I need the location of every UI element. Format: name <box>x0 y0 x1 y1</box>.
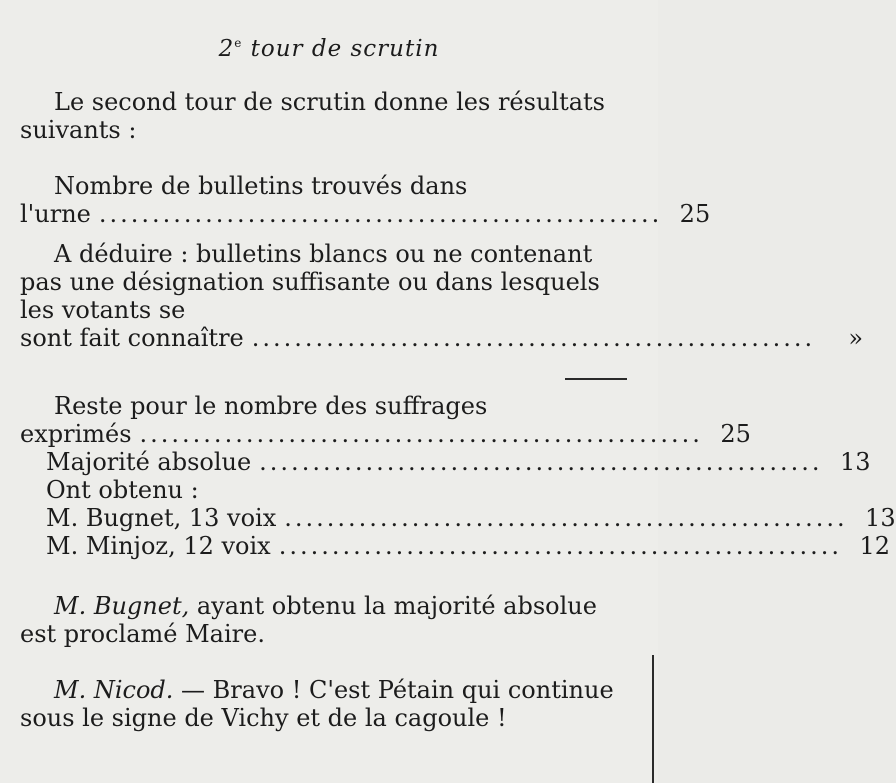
intro-paragraph: Le second tour de scrutin donne les résultats suivants : <box>20 88 605 144</box>
result-name: M. Bugnet, <box>54 592 190 620</box>
candidate-row <box>20 504 896 532</box>
ballots-value: 25 <box>679 200 711 228</box>
dot-leader: ..................................................... <box>278 532 843 560</box>
dot-leader: ..................................................... <box>139 420 703 448</box>
ballots-row <box>20 200 711 228</box>
column-divider <box>652 655 654 783</box>
heading-number: 2 <box>218 36 235 62</box>
ballots-line: Nombre de bulletins trouvés dans <box>54 172 468 200</box>
sum-rule <box>565 378 627 380</box>
remaining-row <box>20 420 751 448</box>
result-text: ayant obtenu la majorité absolue est proclamé Maire. <box>20 592 597 648</box>
result-paragraph <box>20 592 632 648</box>
candidate-votes: 13 <box>865 504 896 532</box>
obtained-label: Ont obtenu : <box>46 476 199 504</box>
deduct-text: A déduire : bulletins blancs ou ne contenant pas une désignation suffisante ou dans lesquels les votants se <box>20 240 600 324</box>
remark-text: — Bravo ! C'est Pétain qui continue sous le signe de Vichy et de la cagoule ! <box>20 676 614 732</box>
dot-leader: ..................................................... <box>251 324 816 352</box>
candidate-row <box>20 532 891 560</box>
remaining-label: exprimés <box>20 420 132 448</box>
candidate-label: M. Bugnet, 13 voix <box>46 504 277 532</box>
deduct-value: » <box>848 324 864 352</box>
deduct-row <box>20 324 864 352</box>
ballots-label: l'urne <box>20 200 91 228</box>
remaining-entry <box>20 392 896 560</box>
remark-speaker: M. Nicod. <box>54 676 174 704</box>
remark-paragraph <box>20 676 632 732</box>
section-heading <box>0 36 658 62</box>
dot-leader: ..................................................... <box>284 504 848 532</box>
majority-label: Majorité absolue <box>46 448 252 476</box>
majority-row <box>20 448 871 476</box>
heading-text: tour de scrutin <box>250 36 440 62</box>
candidate-label: M. Minjoz, 12 voix <box>46 532 271 560</box>
candidate-votes: 12 <box>859 532 891 560</box>
ballots-entry <box>20 172 711 228</box>
dot-leader: ..................................................... <box>98 200 663 228</box>
dot-leader: ..................................................... <box>259 448 823 476</box>
heading-ordinal: e <box>234 36 243 50</box>
remaining-value: 25 <box>720 420 751 448</box>
deduct-entry <box>20 240 864 352</box>
majority-value: 13 <box>839 448 871 476</box>
deduct-label: sont fait connaître <box>20 324 244 352</box>
remaining-line: Reste pour le nombre des suffrages <box>54 392 488 420</box>
